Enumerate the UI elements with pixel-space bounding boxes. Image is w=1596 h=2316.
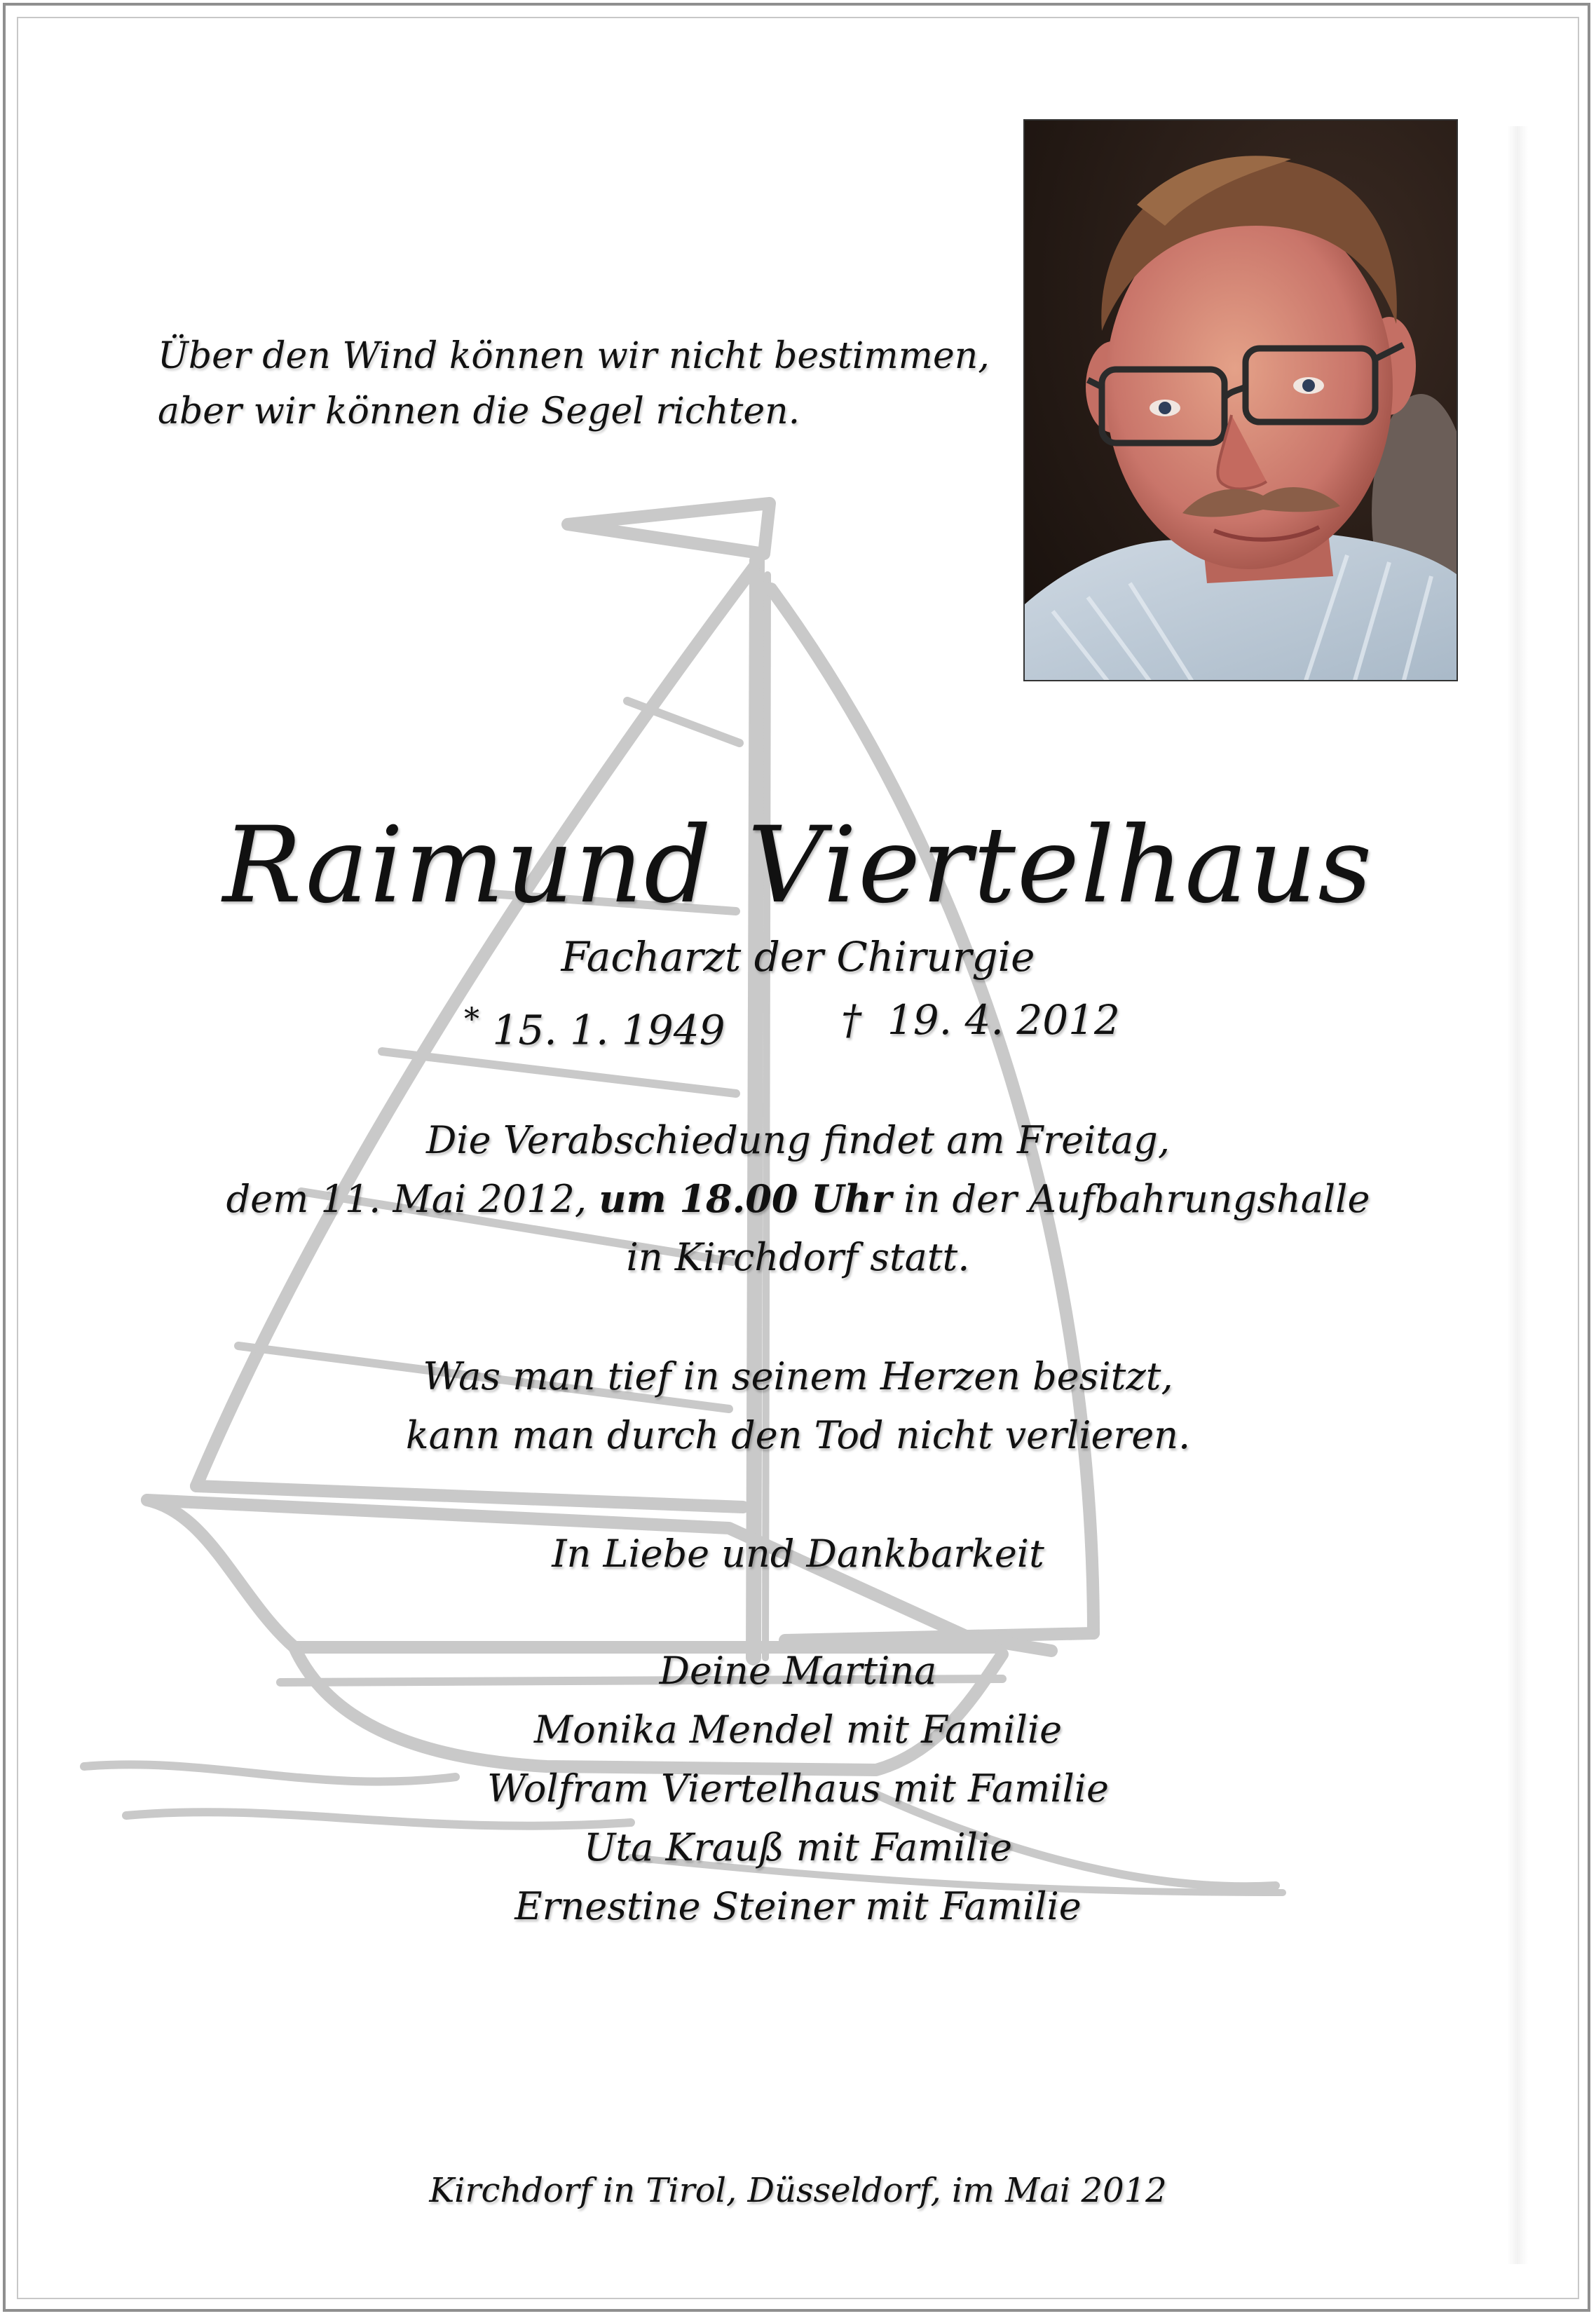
verse-line-2: kann man durch den Tod nicht verlieren.: [405, 1413, 1191, 1457]
mourner-1: Deine Martina: [659, 1649, 937, 1693]
closing-line: In Liebe und Dankbarkeit: [552, 1532, 1044, 1576]
deceased-name: Raimund Viertelhaus: [222, 805, 1374, 927]
profession: Facharzt der Chirurgie: [561, 933, 1035, 981]
ceremony-location: in der Aufbahrungshalle: [892, 1177, 1370, 1221]
portrait-photo: [1023, 119, 1458, 681]
quote-line-2: aber wir können die Segel richten.: [158, 390, 800, 432]
birth-date-value: 15. 1. 1949: [492, 1006, 725, 1054]
mourner-2: Monika Mendel mit Familie: [533, 1708, 1063, 1752]
ceremony-line-3: in Kirchdorf statt.: [626, 1235, 970, 1279]
ceremony-date: dem 11. Mai 2012,: [226, 1177, 599, 1221]
death-date: [841, 988, 1120, 1051]
portrait-illustration-icon: [1025, 121, 1458, 681]
ceremony-line-2: [0, 1169, 1596, 1229]
mourner-3: Wolfram Viertelhaus mit Familie: [487, 1766, 1109, 1811]
mourner-4: Uta Krauß mit Familie: [583, 1825, 1013, 1869]
ceremony-line-1: Die Verabschiedung findet am Freitag,: [426, 1118, 1170, 1162]
ceremony-time: um 18.00 Uhr: [599, 1176, 892, 1221]
birth-date: [464, 988, 725, 1061]
death-date-value: 19. 4. 2012: [887, 996, 1120, 1044]
footer-place-date: Kirchdorf in Tirol, Düsseldorf, im Mai 2012: [429, 2171, 1167, 2210]
death-symbol: †: [841, 996, 861, 1044]
birth-symbol: *: [464, 1002, 479, 1037]
mourner-5: Ernestine Steiner mit Familie: [514, 1884, 1082, 1928]
quote-line-1: Über den Wind können wir nicht bestimmen,: [158, 335, 990, 377]
verse-line-1: Was man tief in seinem Herzen besitzt,: [423, 1354, 1173, 1398]
